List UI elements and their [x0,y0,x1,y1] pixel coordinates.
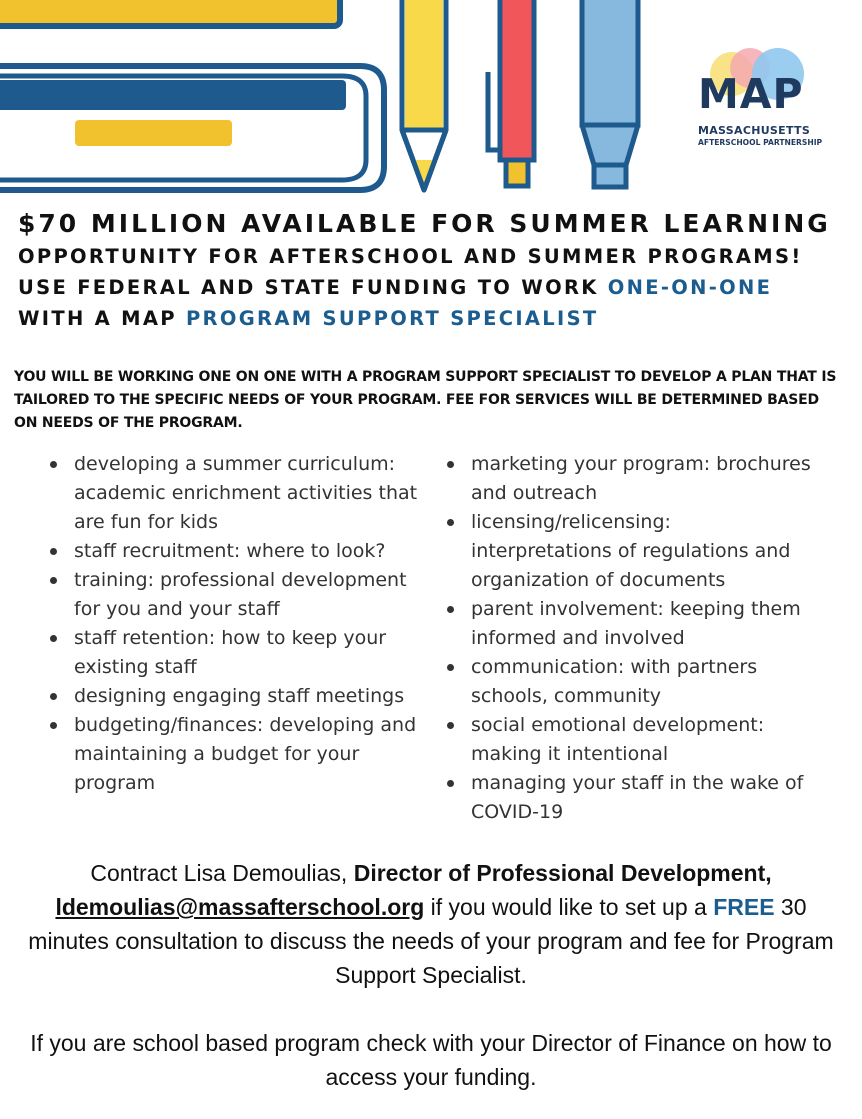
list-item: marketing your program: brochures and outreach [471,450,816,508]
contact-paragraph [20,856,842,992]
logo-line2: AFTERSCHOOL PARTNERSHIP [698,138,823,147]
headline-line4 [18,303,848,334]
books-pencils-illustration [0,0,660,200]
headline-line3-prefix: USE FEDERAL AND STATE FUNDING TO WORK [18,276,608,299]
list-item: parent involvement: keeping them informed and involved [471,595,816,653]
blue-highlighter-icon [582,0,638,187]
yellow-pencil-icon [402,0,446,190]
headline-line2: OPPORTUNITY FOR AFTERSCHOOL AND SUMMER PROGRAMS! [18,245,803,268]
list-item: communication: with partners schools, community [471,653,816,711]
list-item: social emotional development: making it intentional [471,711,816,769]
top-book-icon [0,0,340,26]
map-logo [690,44,830,154]
services-list-left [74,450,424,798]
contact-title: Director of Professional Development, [353,860,772,886]
logo-line1: MASSACHUSETTS [698,124,811,137]
list-item: developing a summer curriculum: academic enrichment activities that are fun for kids [74,450,424,537]
list-item: staff recruitment: where to look? [74,537,424,566]
services-list-right [471,450,816,827]
headline-title: $70 MILLION AVAILABLE FOR SUMMER LEARNING [18,209,831,238]
list-item: budgeting/finances: developing and maintaining a budget for your program [74,711,424,798]
list-item: managing your staff in the wake of COVID-19 [471,769,816,827]
free-label: FREE [713,894,775,920]
contact-prefix: Contract Lisa Demoulias, [90,860,354,886]
headline-line3 [18,272,848,303]
headline-line4-highlight: PROGRAM SUPPORT SPECIALIST [185,307,599,330]
red-marker-icon [488,0,534,186]
headline [18,207,848,334]
logo-wordmark: MAP [698,70,804,118]
list-item: designing engaging staff meetings [74,682,424,711]
list-item: staff retention: how to keep your existing staff [74,624,424,682]
school-note: If you are school based program check with your Director of Finance on how to access your funding. [30,1030,832,1090]
contact-middle: if you would like to set up a [424,894,714,920]
headline-line3-highlight: ONE-ON-ONE [607,276,773,299]
contact-suffix: 30 minutes consultation to discuss the needs of your program and fee for Program Support Specialist. [28,894,834,988]
intro-paragraph: YOU WILL BE WORKING ONE ON ONE WITH A PROGRAM SUPPORT SPECIALIST TO DEVELOP A PLAN THAT IS TAILORED TO THE SPECIFIC NEEDS OF YOUR PROGRAM. FEE FOR SERVICES WILL BE DETERMINED BASED ON NEEDS OF THE PROGRAM. [14,369,837,431]
list-item: licensing/relicensing: interpretations of regulations and organization of documents [471,508,816,595]
book-stack-icon [0,66,384,190]
headline-line4-prefix: WITH A MAP [18,307,186,330]
contact-email-link[interactable]: ldemoulias@massafterschool.org [55,894,425,920]
list-item: training: professional development for you and your staff [74,566,424,624]
